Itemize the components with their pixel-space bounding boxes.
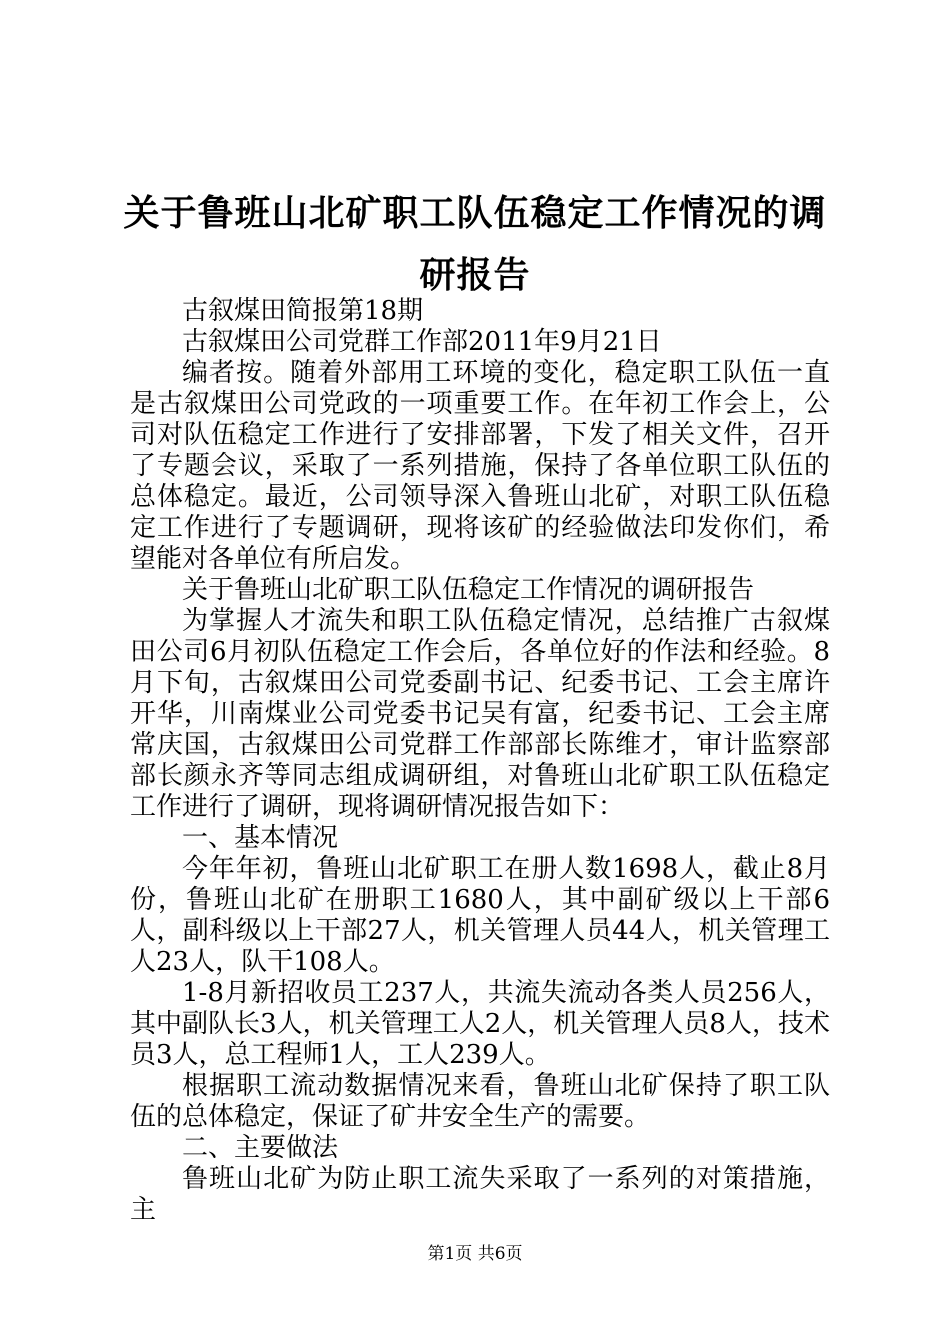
bulletin-issue: 古叙煤田简报第18期 bbox=[182, 296, 424, 326]
page-footer: 第1页 共6页 bbox=[427, 1244, 523, 1264]
body-paragraph: 为掌握人才流失和职工队伍稳定情况，总结推广古叙煤田公司6月初队伍稳定工作会后，各单位好的作法和经验。8月下旬，古叙煤田公司党委副书记、纪委书记、工会主席许开华，川南煤业公司党委书记吴有富，纪委书记、工会主席常庆国，古叙煤田公司党群工作部部长陈维才，审计监察部部长颜永齐等同志组成调研组，对鲁班山北矿职工队伍稳定工作进行了调研，现将调研情况报告如下： bbox=[130, 606, 830, 822]
document-body bbox=[130, 296, 830, 1226]
body-paragraph: 今年年初，鲁班山北矿职工在册人数1698人，截止8月份，鲁班山北矿在册职工1680人，其中副矿级以上干部6人，副科级以上干部27人，机关管理人员44人，机关管理工人23人，队干108人。 bbox=[130, 854, 830, 977]
section-heading: 二、主要做法 bbox=[182, 1133, 339, 1163]
editor-note-paragraph: 编者按。随着外部用工环境的变化，稳定职工队伍一直是古叙煤田公司党政的一项重要工作。在年初工作会上，公司对队伍稳定工作进行了安排部署，下发了相关文件，召开了专题会议，采取了一系列措施，保持了各单位职工队伍的总体稳定。最近，公司领导深入鲁班山北矿，对职工队伍稳定工作进行了专题调研，现将该矿的经验做法印发你们，希望能对各单位有所启发。 bbox=[130, 358, 830, 574]
section-heading: 一、基本情况 bbox=[182, 823, 339, 853]
document-title: 关于鲁班山北矿职工队伍稳定工作情况的调研报告 bbox=[123, 192, 827, 296]
body-paragraph: 根据职工流动数据情况来看，鲁班山北矿保持了职工队伍的总体稳定，保证了矿井安全生产的需要。 bbox=[130, 1071, 830, 1132]
body-paragraph: 1-8月新招收员工237人，共流失流动各类人员256人，其中副队长3人，机关管理工人2人，机关管理人员8人，技术员3人，总工程师1人，工人239人。 bbox=[130, 978, 830, 1070]
body-paragraph: 鲁班山北矿为防止职工流失采取了一系列的对策措施，主 bbox=[130, 1164, 830, 1225]
report-subtitle: 关于鲁班山北矿职工队伍稳定工作情况的调研报告 bbox=[182, 575, 755, 605]
issuer-date: 古叙煤田公司党群工作部2011年9月21日 bbox=[182, 327, 662, 357]
